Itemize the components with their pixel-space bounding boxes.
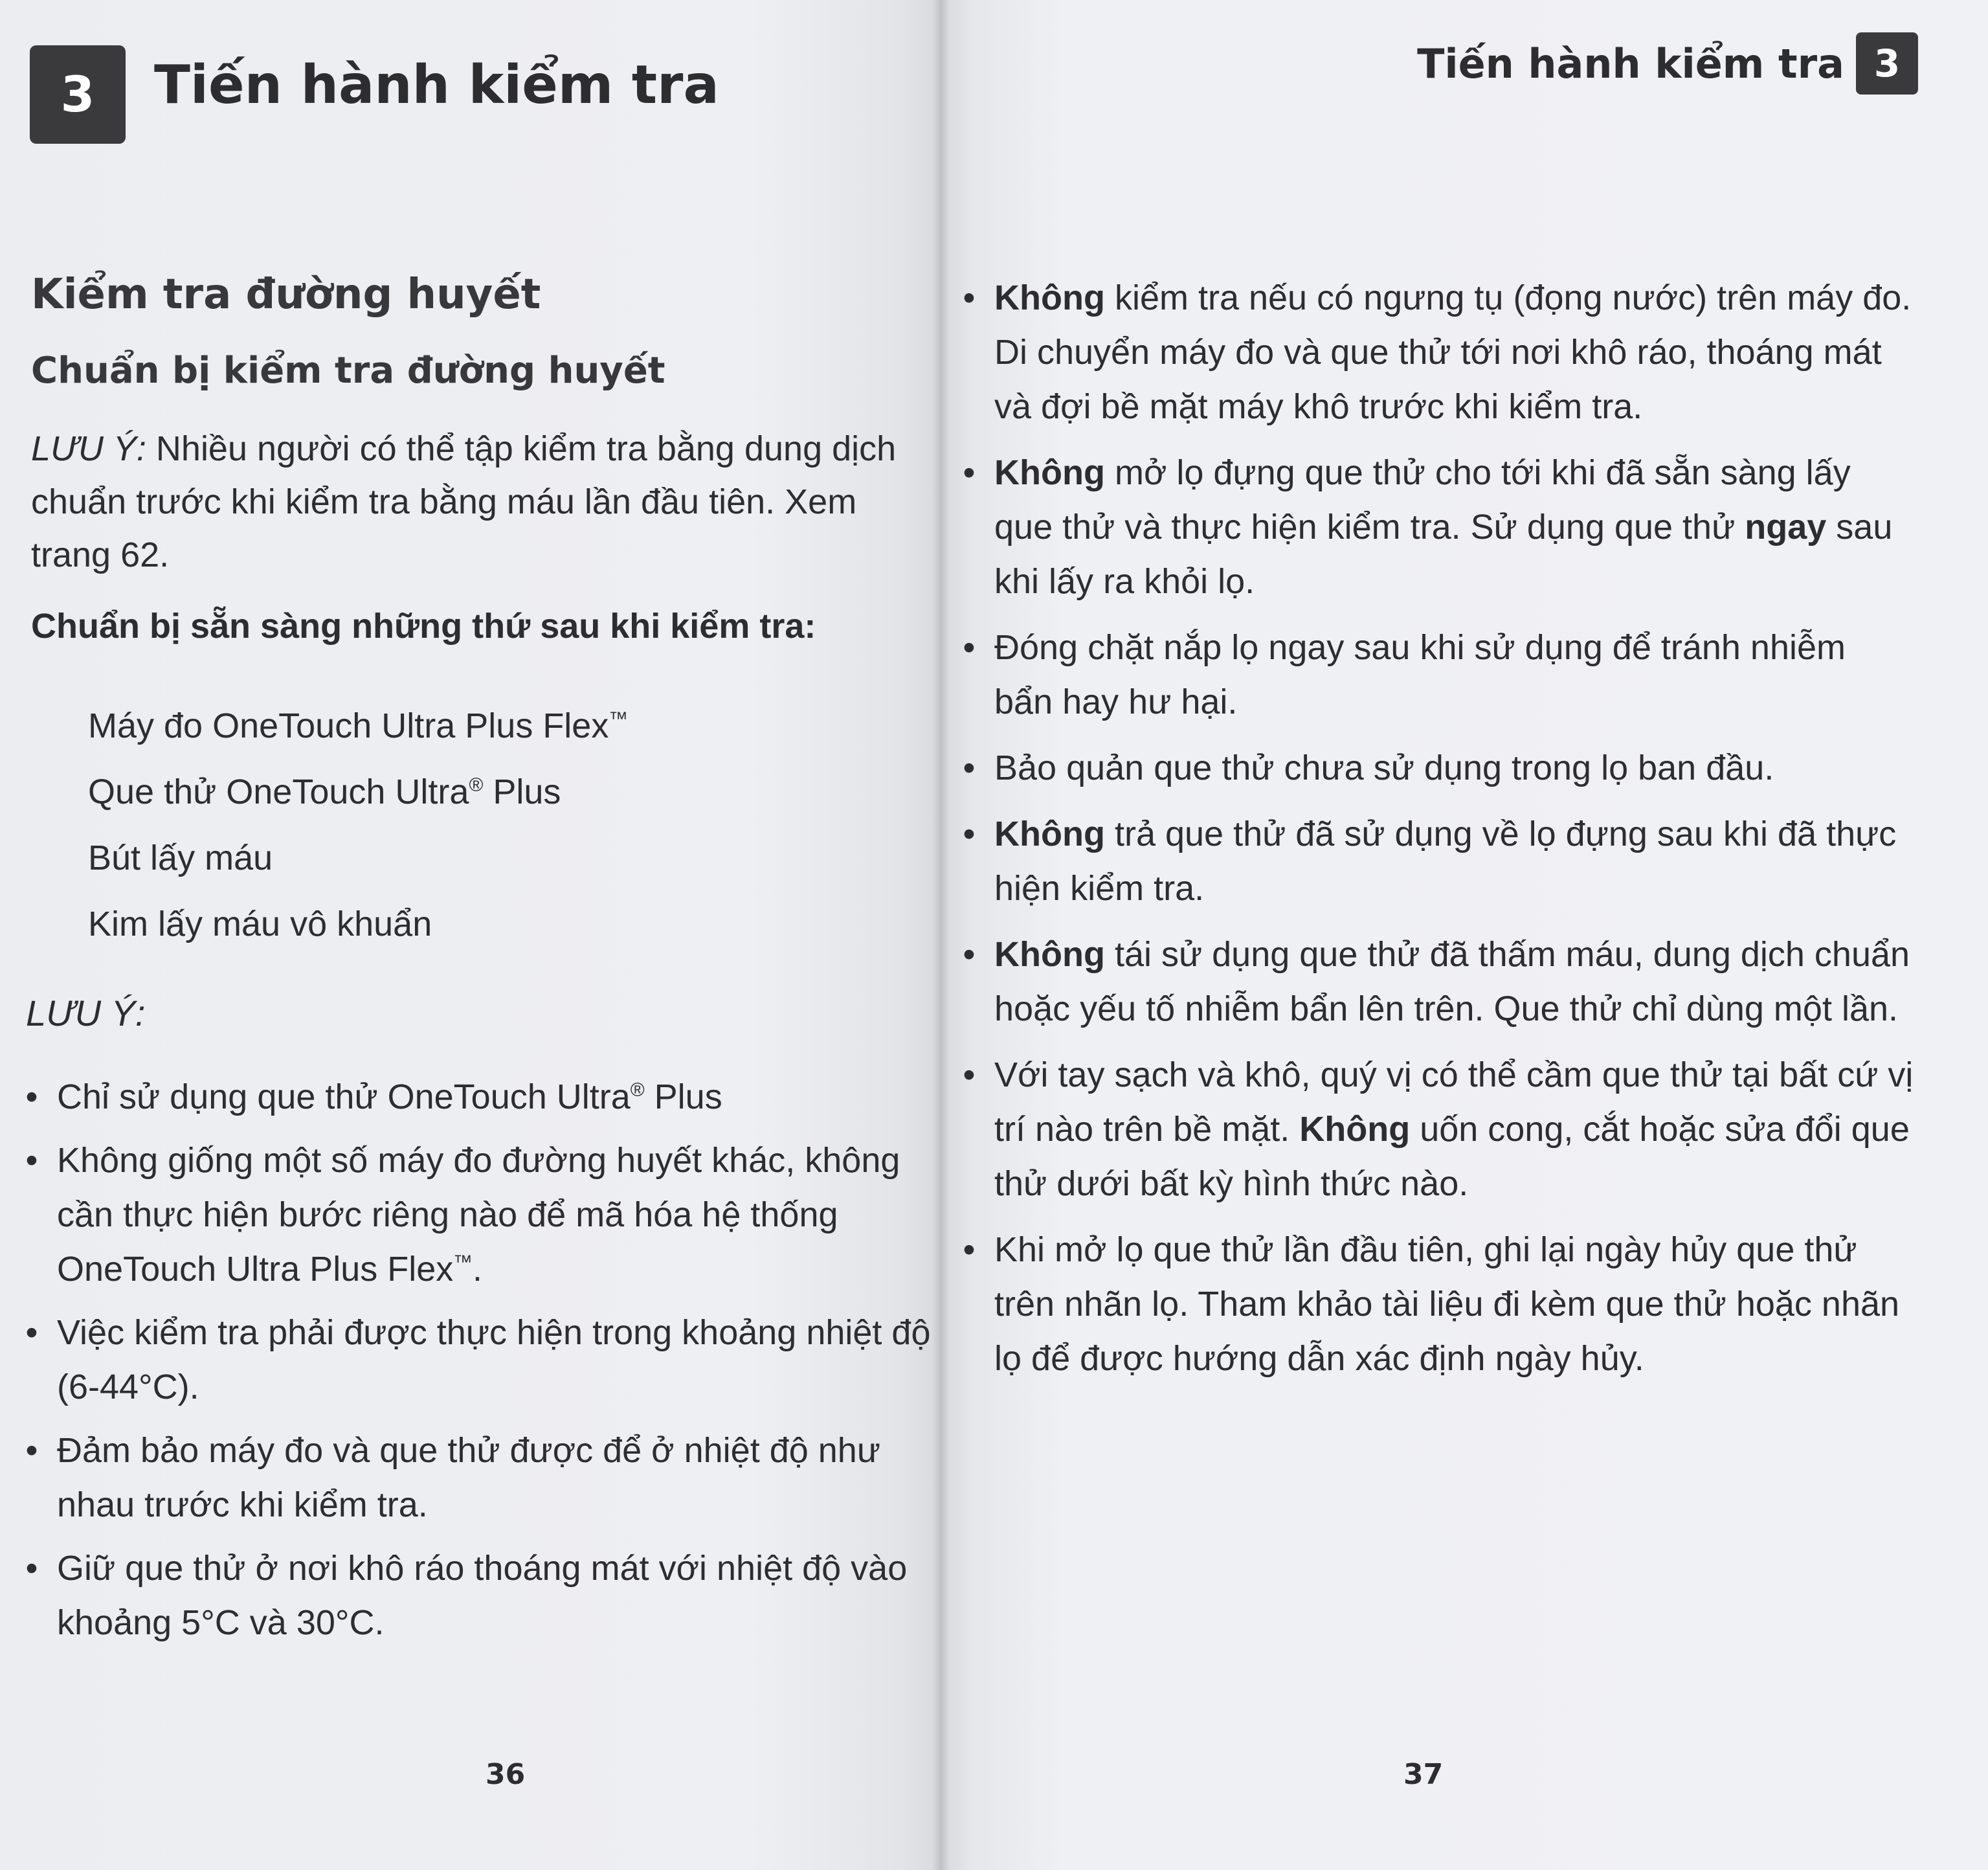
prep-heading: Chuẩn bị sẵn sàng những thứ sau khi kiểm tra: — [31, 607, 816, 646]
note-paragraph — [31, 422, 911, 581]
subsection-title: Chuẩn bị kiểm tra đường huyết — [31, 350, 665, 392]
section-title: Kiểm tra đường huyết — [31, 271, 541, 319]
bullet-icon: • — [963, 1230, 976, 1269]
list-item: • Khi mở lọ que thử lần đầu tiên, ghi lại ngày hủy que thử trên nhãn lọ. Tham khảo tài liệu đi kèm que thử hoặc nhãn lọ để được hướng dẫn xác định ngày hủy. — [994, 1222, 1914, 1386]
list-item: • Giữ que thử ở nơi khô ráo thoáng mát với nhiệt độ vào khoảng 5°C và 30°C. — [57, 1541, 931, 1650]
chapter-title: Tiến hành kiểm tra — [154, 54, 719, 116]
page-number-right: 37 — [1403, 1758, 1444, 1791]
page-number-left: 36 — [486, 1758, 526, 1791]
list-item: • Chỉ sử dụng que thử OneTouch Ultra® Plus — [57, 1070, 931, 1124]
left-bullet-list — [25, 1070, 931, 1659]
list-item: • Không trả que thử đã sử dụng về lọ đựng sau khi đã thực hiện kiểm tra. — [994, 807, 1914, 916]
supply-item: Máy đo OneTouch Ultra Plus Flex™ — [88, 706, 629, 745]
bullet-icon: • — [25, 1431, 38, 1470]
bullet-icon: • — [25, 1141, 38, 1180]
bullet-icon: • — [963, 935, 976, 974]
list-item: • Không mở lọ đựng que thử cho tới khi đã sẵn sàng lấy que thử và thực hiện kiểm tra. Sử dụng que thử ngay sau khi lấy ra khỏi lọ. — [994, 445, 1914, 609]
list-item: • Không tái sử dụng que thử đã thấm máu, dung dịch chuẩn hoặc yếu tố nhiễm bẩn lên trên. Que thử chỉ dùng một lần. — [994, 927, 1914, 1036]
bullet-icon: • — [963, 628, 976, 667]
supplies-list — [88, 693, 628, 957]
bullet-icon: • — [25, 1549, 38, 1588]
list-item: • Đảm bảo máy đo và que thử được để ở nhiệt độ như nhau trước khi kiểm tra. — [57, 1423, 931, 1532]
supply-item: Kim lấy máu vô khuẩn — [88, 905, 432, 943]
book-gutter — [932, 0, 949, 1870]
bullet-icon: • — [963, 1055, 976, 1094]
list-item: • Đóng chặt nắp lọ ngay sau khi sử dụng để tránh nhiễm bẩn hay hư hại. — [994, 620, 1914, 729]
running-header — [1417, 32, 1918, 95]
running-header-title: Tiến hành kiểm tra — [1417, 39, 1844, 87]
bullet-icon: • — [963, 749, 976, 787]
chapter-number-tab: 3 — [1856, 32, 1918, 95]
bullet-icon: • — [25, 1077, 38, 1116]
left-page — [0, 0, 940, 1870]
list-item: • Không giống một số máy đo đường huyết khác, không cần thực hiện bước riêng nào để mã hóa hệ thống OneTouch Ultra Plus Flex™. — [57, 1133, 931, 1296]
bullet-icon: • — [963, 453, 976, 492]
bullet-icon: • — [963, 278, 976, 317]
bullet-icon: • — [25, 1313, 38, 1352]
note2-label: LƯU Ý: — [26, 993, 146, 1033]
list-item: • Với tay sạch và khô, quý vị có thể cầm que thử tại bất cứ vị trí nào trên bề mặt. Không uốn cong, cắt hoặc sửa đổi que thử dưới bất kỳ hình thức nào. — [994, 1048, 1914, 1211]
list-item: • Việc kiểm tra phải được thực hiện trong khoảng nhiệt độ (6-44°C). — [57, 1305, 931, 1414]
bullet-icon: • — [963, 815, 976, 853]
note-label: LƯU Ý: — [31, 429, 146, 468]
list-item: • Không kiểm tra nếu có ngưng tụ (đọng nước) trên máy đo. Di chuyển máy đo và que thử tới nơi khô ráo, thoáng mát và đợi bề mặt máy khô trước khi kiểm tra. — [994, 271, 1914, 434]
supply-item: Bút lấy máu — [88, 839, 273, 877]
right-bullet-list — [963, 271, 1914, 1397]
list-item: • Bảo quản que thử chưa sử dụng trong lọ ban đầu. — [994, 741, 1914, 795]
note-text: Nhiều người có thể tập kiểm tra bằng dung dịch chuẩn trước khi kiểm tra bằng máu lần đầu tiên. Xem trang 62. — [31, 429, 897, 574]
chapter-number-badge: 3 — [30, 45, 126, 144]
supply-item: Que thử OneTouch Ultra® Plus — [88, 772, 561, 811]
